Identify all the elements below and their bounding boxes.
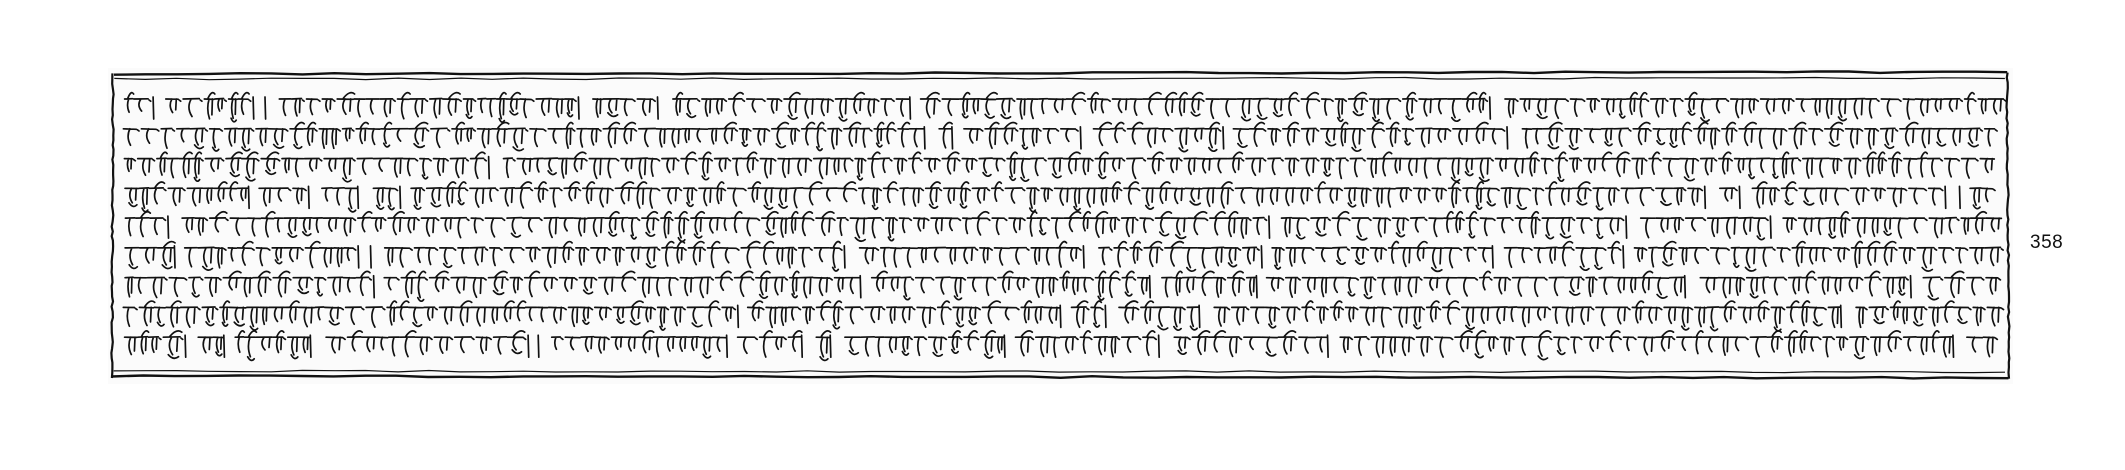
text-line <box>125 93 2006 123</box>
script-strokes <box>124 152 1994 182</box>
border-rule <box>2007 73 2010 379</box>
script-strokes <box>123 301 2003 331</box>
pecha-folio <box>108 68 2013 384</box>
text-line <box>125 212 2001 242</box>
folio-border <box>111 71 2009 378</box>
tibetan-text-lines <box>123 93 2006 361</box>
script-strokes <box>125 242 2003 272</box>
script-strokes <box>125 331 1998 361</box>
page-number: 358 <box>2030 232 2064 253</box>
text-line <box>125 242 2003 272</box>
border-rule <box>114 71 2007 74</box>
border-rule <box>111 376 2008 379</box>
text-line <box>125 271 2000 301</box>
script-strokes <box>125 182 1995 212</box>
script-strokes <box>125 212 2001 242</box>
text-line <box>123 301 2003 331</box>
border-rule <box>114 78 2005 80</box>
script-strokes <box>125 93 2006 123</box>
text-line <box>125 331 1998 361</box>
text-line <box>123 122 1997 151</box>
border-rule <box>111 73 113 378</box>
script-strokes <box>123 122 1997 151</box>
text-line <box>124 152 1994 182</box>
border-rule <box>114 370 2005 372</box>
text-line <box>125 182 1995 212</box>
tibetan-text-block <box>108 68 2013 384</box>
script-strokes <box>125 271 2000 301</box>
